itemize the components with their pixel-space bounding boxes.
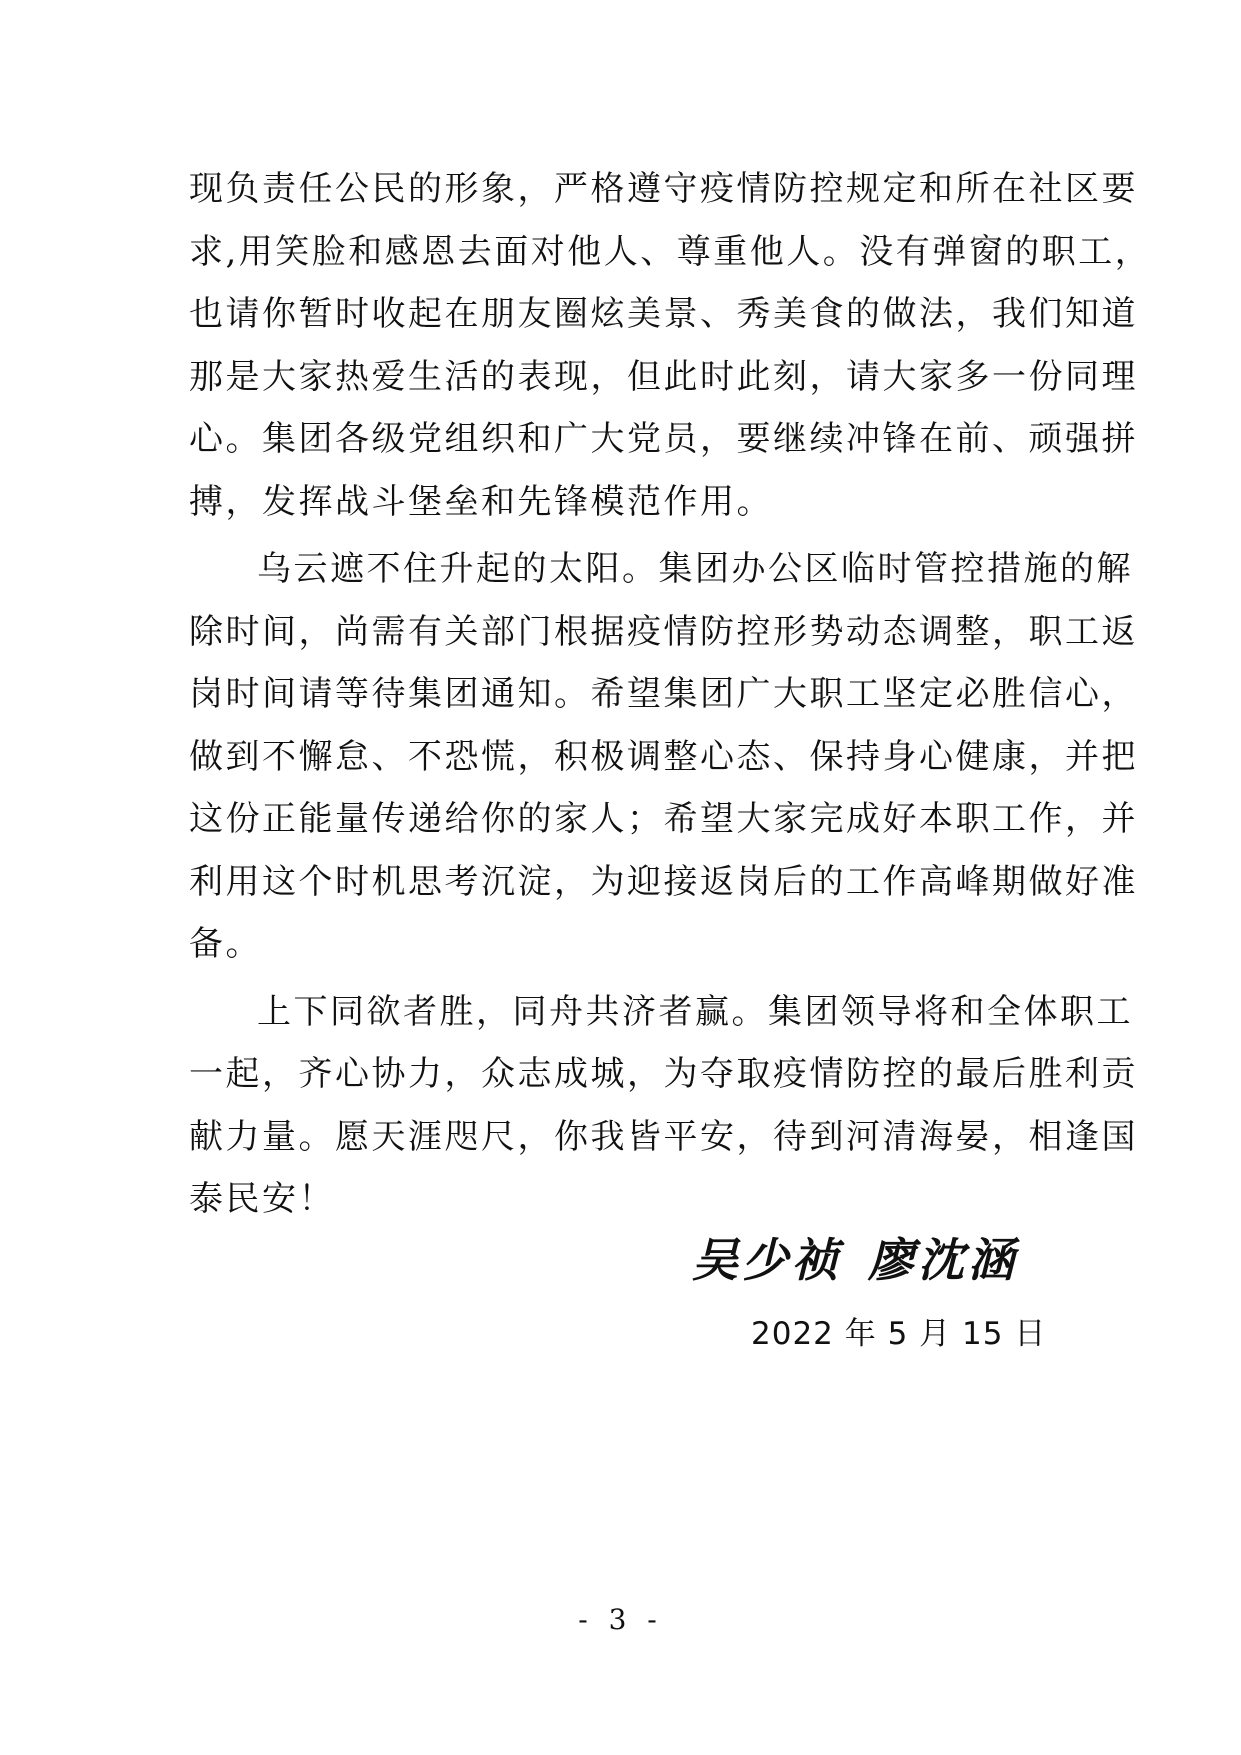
text-line: 利用这个时机思考沉淀，为迎接返岗后的工作高峰期做好准 <box>189 861 1138 902</box>
signature-name-1: 吴少祯 <box>692 1233 842 1287</box>
text-line: 岗时间请等待集团通知。希望集团广大职工坚定必胜信心， <box>189 674 1138 714</box>
text-line: 这份正能量传递给你的家人；希望大家完成好本职工作，并 <box>189 799 1138 839</box>
signature-name-2: 廖沈涵 <box>868 1233 1018 1287</box>
paragraph-2 <box>189 538 1138 976</box>
text-line: 也请你暂时收起在朋友圈炫美景、秀美食的做法，我们知道 <box>189 294 1138 334</box>
text-line: 现负责任公民的形象，严格遵守疫情防控规定和所在社区要 <box>189 169 1138 209</box>
paragraph-3 <box>189 981 1138 1231</box>
text-line: 献力量。愿天涯咫尺，你我皆平安，待到河清海晏，相逢国 <box>189 1116 1138 1157</box>
text-line: 那是大家热爱生活的表现，但此时此刻，请大家多一份同理 <box>189 356 1138 397</box>
text-line: 泰民安！ <box>189 1179 335 1219</box>
text-line: 一起，齐心协力，众志成城，为夺取疫情防控的最后胜利贡 <box>189 1054 1138 1094</box>
text-line: 乌云遮不住升起的太阳。集团办公区临时管控措施的解 <box>257 549 1133 589</box>
text-line: 除时间，尚需有关部门根据疫情防控形势动态调整，职工返 <box>189 611 1138 652</box>
paragraph-1 <box>189 158 1152 533</box>
page-number: - 3 - <box>578 1603 663 1636</box>
handwritten-signature <box>692 1225 1052 1295</box>
text-line: 心。集团各级党组织和广大党员，要继续冲锋在前、顽强拼 <box>189 419 1138 459</box>
text-line: 上下同欲者胜，同舟共济者赢。集团领导将和全体职工 <box>257 991 1133 1032</box>
letter-body <box>189 158 1152 1231</box>
text-line: 搏，发挥战斗堡垒和先锋模范作用。 <box>189 481 773 522</box>
letter-date: 2022 年 5 月 15 日 <box>751 1316 1047 1352</box>
text-line: 做到不懈怠、不恐慌，积极调整心态、保持身心健康，并把 <box>189 736 1138 777</box>
text-line: 备。 <box>189 924 262 964</box>
text-line: 求,用笑脸和感恩去面对他人、尊重他人。没有弹窗的职工， <box>189 231 1152 272</box>
